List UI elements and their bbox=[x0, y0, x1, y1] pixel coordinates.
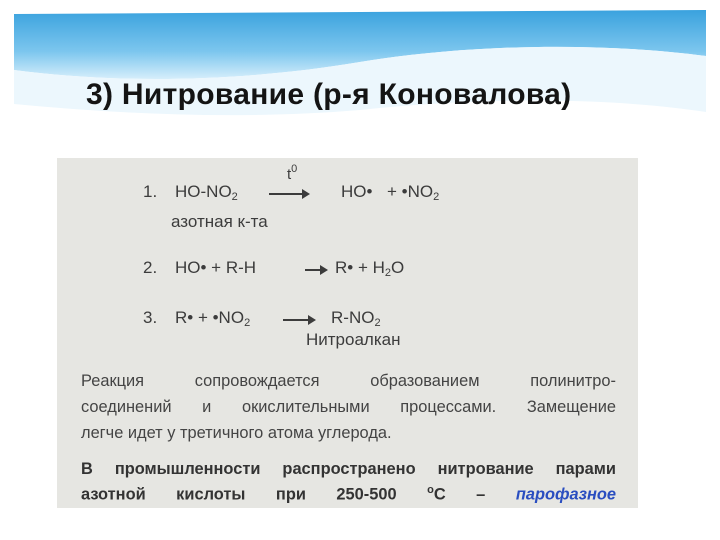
reaction-3-caption: Нитроалкан bbox=[306, 330, 401, 349]
reaction-1-condition: $t^0$ bbox=[287, 163, 298, 183]
reaction-3-product: $R-NO_2$ bbox=[331, 308, 381, 329]
reaction-3-number: 3. bbox=[143, 308, 158, 327]
reaction-2-reactants: HO• + R-H bbox=[175, 258, 257, 277]
reaction-2-number: 2. bbox=[143, 258, 158, 277]
header-banner bbox=[0, 0, 720, 140]
reaction-1-caption: азотная к-та bbox=[171, 212, 268, 231]
reaction-1-reactant: $HO-NO_2$ bbox=[175, 182, 238, 203]
reaction-2-arrow bbox=[305, 269, 321, 271]
reaction-1-arrow bbox=[269, 193, 303, 195]
reaction-2-products: R• + $H_2O$ bbox=[335, 258, 405, 279]
reaction-3-arrow bbox=[283, 319, 309, 321]
paragraph-line-1: Реакция сопровождается образованием полинитро- bbox=[81, 372, 616, 390]
paragraph-line-2: соединений и окислительными процессами. Замещение bbox=[81, 398, 616, 416]
industry-line-2: азотной кислоты при 250-500 $^о$С – парофазное bbox=[81, 484, 616, 504]
industry-highlight: парофазное bbox=[515, 485, 616, 504]
reaction-3-reactants: R• + $•NO_2$ bbox=[175, 308, 251, 329]
reaction-1-product-a: HO• bbox=[341, 182, 373, 201]
paragraph-line-3: легче идет у третичного атома углерода. bbox=[81, 424, 392, 442]
slide-title: 3) Нитрование (р-я Коновалова) bbox=[86, 78, 572, 111]
industry-line-1: В промышленности распространено нитрование парами bbox=[81, 460, 616, 478]
reaction-1-product-b: + $•NO_2$ bbox=[387, 182, 440, 203]
reaction-1-number: 1. bbox=[143, 182, 158, 201]
content-panel bbox=[57, 158, 638, 508]
